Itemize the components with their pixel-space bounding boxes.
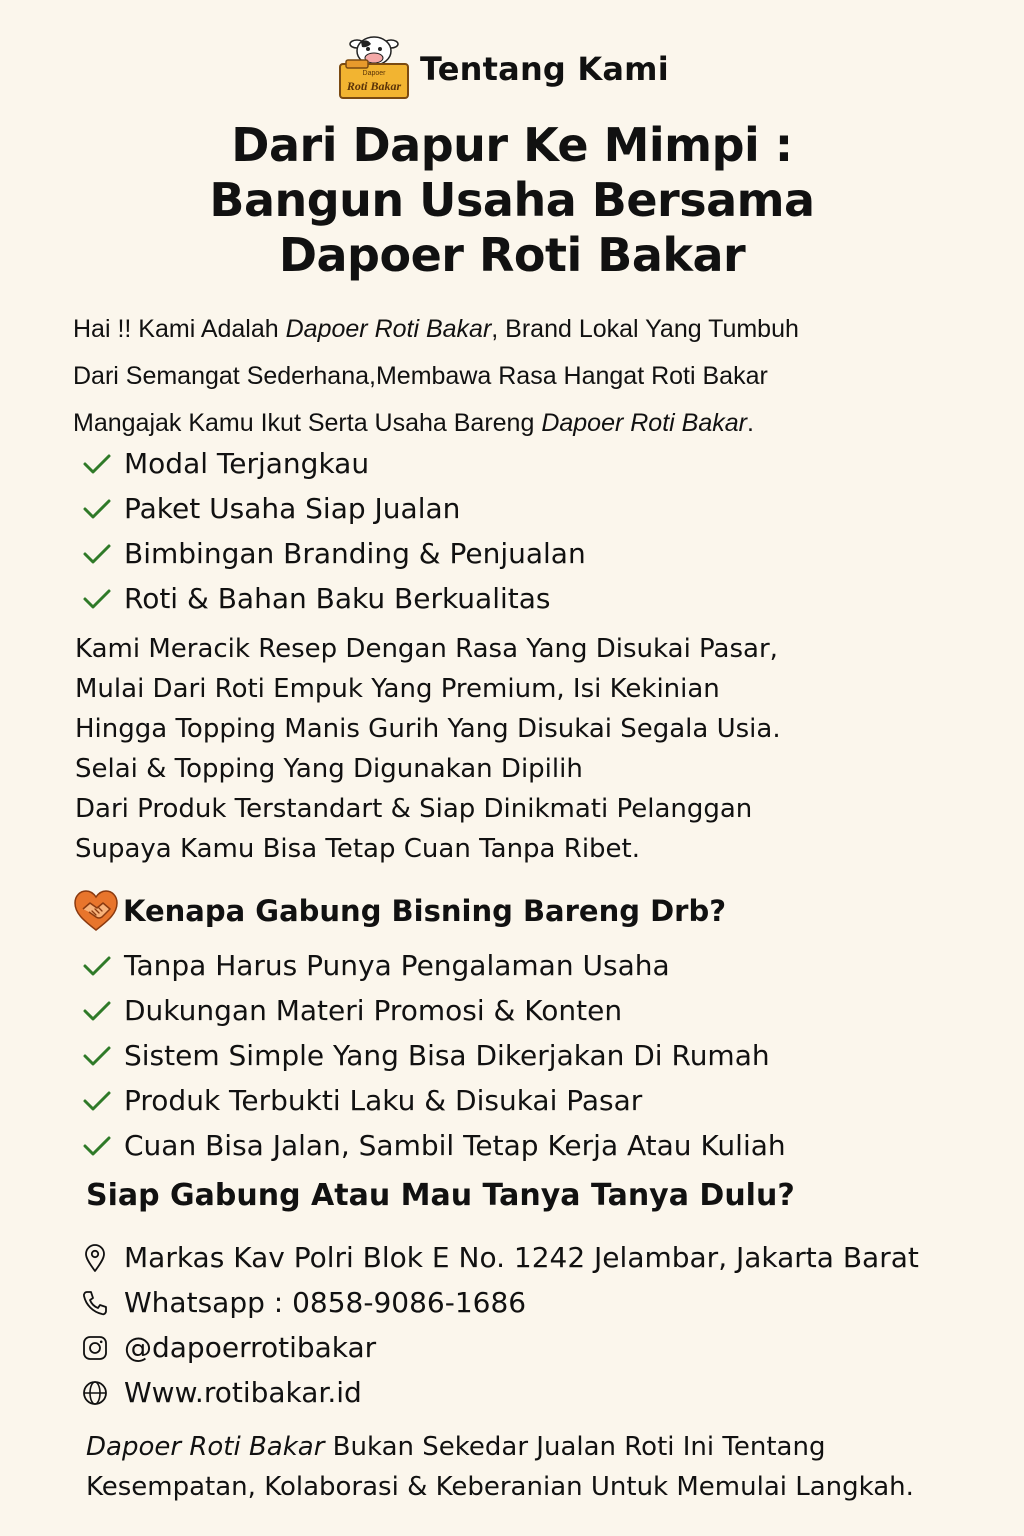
list-item — [82, 1078, 786, 1123]
list-item-label: Cuan Bisa Jalan, Sambil Tetap Kerja Atau Kuliah — [124, 1129, 786, 1162]
list-item — [82, 441, 586, 486]
recipe-line: Dari Produk Terstandart & Siap Dinikmati Pelanggan — [75, 794, 753, 824]
headline-line-2: Bangun Usaha Bersama — [209, 173, 815, 227]
logo-text-main: Roti Bakar — [346, 79, 402, 93]
list-item-label: Paket Usaha Siap Jualan — [124, 492, 461, 525]
list-item-label: Sistem Simple Yang Bisa Dikerjakan Di Rumah — [124, 1039, 770, 1072]
closing-line-2: Kesempatan, Kolaborasi & Keberanian Untuk Memulai Langkah. — [86, 1472, 914, 1502]
dapoer-roti-bakar-logo — [337, 34, 411, 100]
whatsapp-link[interactable]: Whatsapp : 0858-9086-1686 — [124, 1286, 527, 1319]
list-item-label: Tanpa Harus Punya Pengalaman Usaha — [124, 949, 670, 982]
brand-name: Dapoer Roti Bakar — [86, 1432, 325, 1462]
recipe-line: Hingga Topping Manis Gurih Yang Disukai Segala Usia. — [75, 714, 781, 744]
intro-line-1 — [73, 306, 973, 353]
reasons-checklist — [82, 943, 786, 1168]
list-item — [82, 943, 786, 988]
list-item — [82, 531, 586, 576]
intro-paragraph — [73, 306, 973, 447]
header — [0, 30, 1024, 102]
intro-line-3 — [73, 400, 973, 447]
intro-line-2: Dari Semangat Sederhana,Membawa Rasa Hangat Roti Bakar — [73, 362, 768, 390]
address-text: Markas Kav Polri Blok E No. 1242 Jelambar, Jakarta Barat — [124, 1241, 919, 1274]
recipe-paragraph — [75, 629, 781, 869]
closing-text: Bukan Sekedar Jualan Roti Ini Tentang — [324, 1432, 826, 1462]
check-icon — [82, 452, 112, 476]
contact-address — [80, 1235, 919, 1280]
handshake-heart-icon — [73, 889, 119, 933]
phone-icon — [80, 1288, 110, 1318]
headline-line-3: Dapoer Roti Bakar — [278, 228, 746, 282]
brand-name: Dapoer Roti Bakar — [285, 315, 492, 343]
closing-paragraph — [86, 1427, 914, 1507]
list-item-label: Modal Terjangkau — [124, 447, 370, 480]
contact-whatsapp[interactable] — [80, 1280, 919, 1325]
check-icon — [82, 587, 112, 611]
list-item-label: Produk Terbukti Laku & Disukai Pasar — [124, 1084, 643, 1117]
cta-title: Siap Gabung Atau Mau Tanya Tanya Dulu? — [86, 1178, 795, 1213]
list-item — [82, 988, 786, 1033]
recipe-line: Selai & Topping Yang Digunakan Dipilih — [75, 754, 583, 784]
closing-line-1 — [86, 1427, 914, 1467]
contact-website[interactable] — [80, 1370, 919, 1415]
why-title: Kenapa Gabung Bisning Bareng Drb? — [123, 894, 727, 928]
check-icon — [82, 1044, 112, 1068]
list-item — [82, 1123, 786, 1168]
list-item — [82, 486, 586, 531]
check-icon — [82, 497, 112, 521]
list-item — [82, 1033, 786, 1078]
intro-text: , Brand Lokal Yang Tumbuh — [491, 315, 799, 343]
feature-checklist — [82, 441, 586, 621]
headline-line-1: Dari Dapur Ke Mimpi : — [231, 118, 793, 172]
list-item-label: Dukungan Materi Promosi & Konten — [124, 994, 623, 1027]
check-icon — [82, 1134, 112, 1158]
instagram-icon — [80, 1333, 110, 1363]
logo-text-top: Dapoer — [362, 70, 386, 77]
website-link[interactable]: Www.rotibakar.id — [124, 1376, 362, 1409]
intro-text: . — [746, 409, 754, 437]
contact-list — [80, 1235, 919, 1415]
instagram-handle[interactable]: @dapoerrotibakar — [124, 1331, 377, 1364]
headline — [0, 118, 1024, 283]
contact-instagram[interactable] — [80, 1325, 919, 1370]
check-icon — [82, 1089, 112, 1113]
check-icon — [82, 542, 112, 566]
intro-text: Hai !! Kami Adalah — [73, 315, 286, 343]
brand-name: Dapoer Roti Bakar — [541, 409, 747, 437]
check-icon — [82, 999, 112, 1023]
recipe-line: Kami Meracik Resep Dengan Rasa Yang Disukai Pasar, — [75, 634, 778, 664]
intro-text: Mangajak Kamu Ikut Serta Usaha Bareng — [73, 409, 542, 437]
list-item-label: Bimbingan Branding & Penjualan — [124, 537, 586, 570]
section-title-tentang-kami: Tentang Kami — [420, 50, 669, 88]
recipe-line: Supaya Kamu Bisa Tetap Cuan Tanpa Ribet. — [75, 834, 641, 864]
list-item — [82, 576, 586, 621]
location-pin-icon — [80, 1243, 110, 1273]
globe-icon — [80, 1378, 110, 1408]
check-icon — [82, 954, 112, 978]
list-item-label: Roti & Bahan Baku Berkualitas — [124, 582, 551, 615]
why-heading — [73, 888, 726, 934]
recipe-line: Mulai Dari Roti Empuk Yang Premium, Isi Kekinian — [75, 674, 720, 704]
